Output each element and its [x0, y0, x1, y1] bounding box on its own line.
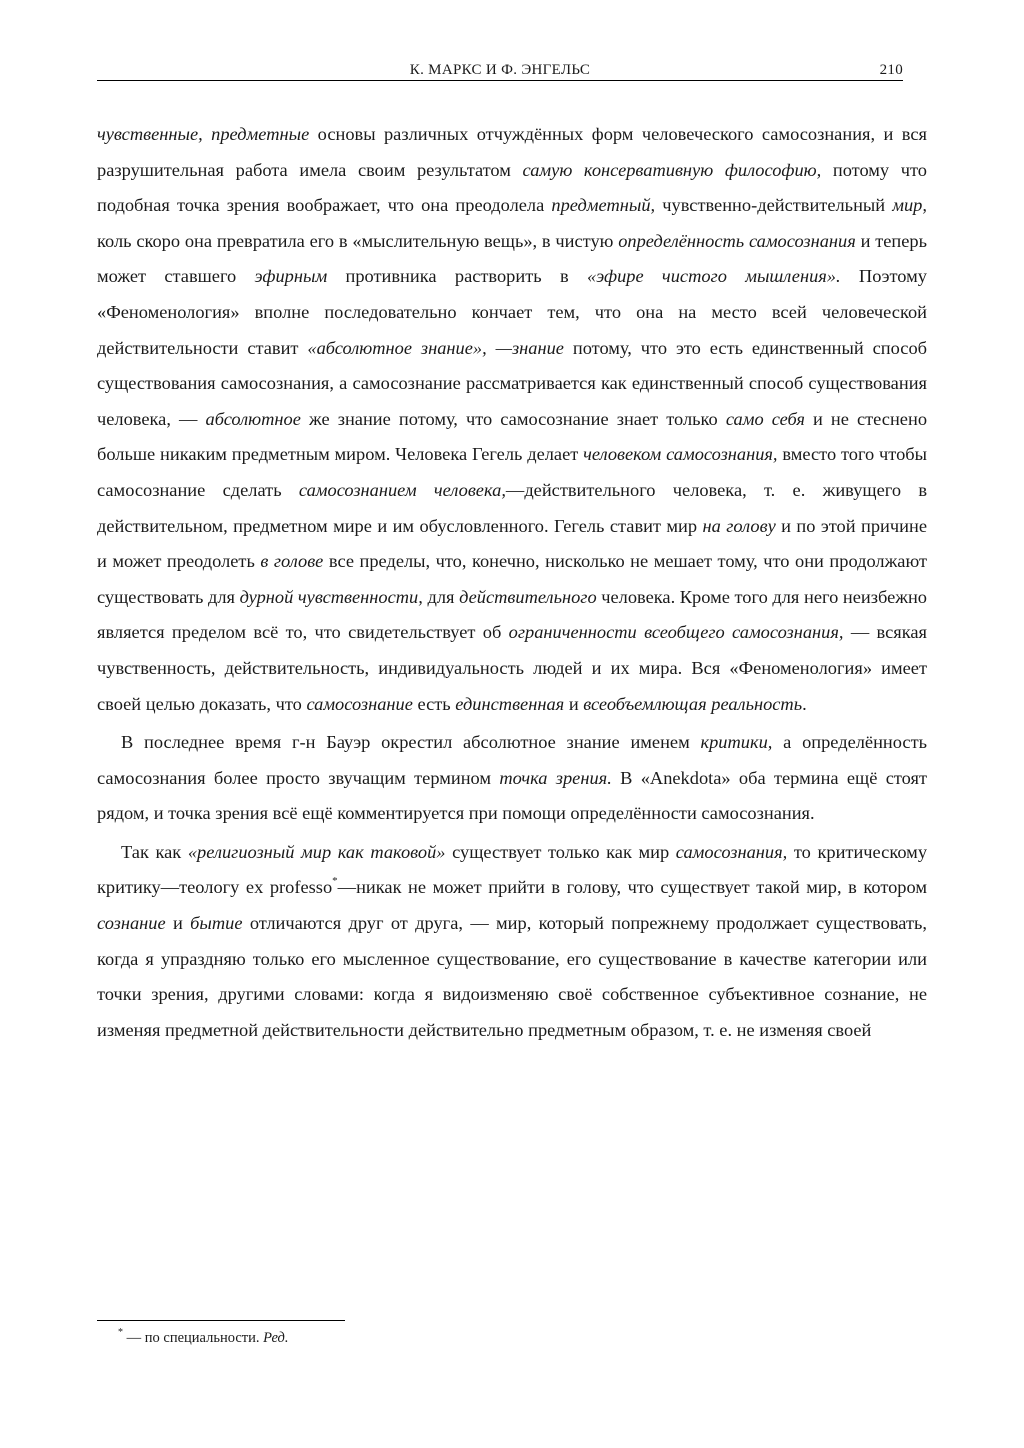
text-run: —никак не может прийти в голову, что существует такой мир, в котором [337, 877, 927, 898]
text-run: Поэтому «Феноменология» вполне последовательно кончает тем, что она на место всей человеческой действительности ставит [97, 266, 927, 358]
paragraph [97, 835, 927, 1049]
emphasis-text: определённость самосознания [618, 230, 856, 251]
paragraph [97, 725, 927, 832]
text-run: вместо того чтобы самосознание сделать [97, 444, 927, 500]
footnote [118, 1327, 289, 1347]
text-run: и теперь может ставшего [97, 230, 927, 287]
emphasis-text: ограниченности всеобщего самосознания, [508, 622, 844, 643]
text-run: для [422, 586, 460, 607]
footnote-text: — по специальности. [123, 1330, 264, 1346]
text-run: и не стеснено больше никаким предметным миром. Человека Гегель делает [97, 408, 928, 465]
text-run: то критическому критику—теологу ex professo [97, 841, 928, 898]
text-run: . [802, 693, 807, 714]
text-run: чувственно-действительный [655, 195, 893, 216]
emphasis-text: «эфире чистого мышления». [586, 266, 841, 287]
paragraph [97, 117, 927, 722]
text-run: все пределы, что, конечно, нисколько не мешает тому, что они продолжают существовать для [97, 551, 927, 607]
text-run: противника растворить в [327, 266, 587, 287]
text-run: Так как [121, 841, 188, 862]
text-run: человека. Кроме того для него неизбежно является пределом всё то, что свидетельствует об [97, 586, 927, 643]
emphasis-text: абсолютное [205, 408, 301, 429]
emphasis-text: всеобъемлющая реальность [583, 693, 803, 714]
page-number: 210 [879, 62, 903, 78]
emphasis-text: на голову [702, 515, 776, 536]
text-run: основы различных отчуждённых форм человеческого самосознания, и вся разрушительная работа имела своим результатом [97, 124, 927, 180]
text-run: — всякая чувственность, действительность, индивидуальность людей и их мира. Вся «Феноменология» имеет своей целью доказать, что [97, 622, 928, 714]
text-run: потому, что это есть единственный способ существования самосознания, а самосознание рассматривается как единственный способ существования человека, — [97, 337, 927, 429]
emphasis-text: критики, [700, 732, 773, 753]
text-run: есть [412, 693, 456, 714]
emphasis-text: само себя [725, 408, 805, 429]
emphasis-text: точка зрения. [499, 767, 612, 788]
emphasis-text: эфирным [254, 266, 328, 287]
running-header [97, 62, 903, 81]
emphasis-text: в голове [260, 551, 324, 572]
emphasis-text: чувственные, предметные [97, 124, 310, 144]
emphasis-text: дурной чувственности, [239, 586, 423, 607]
footnote-ref: * [332, 875, 338, 888]
text-run: потому что подобная точка зрения воображает, что она преодолела [97, 159, 927, 216]
text-run: же знание потому, что самосознание знает только [300, 408, 726, 429]
emphasis-text: предметный, [551, 195, 656, 216]
emphasis-text: самосознания, [675, 841, 788, 862]
emphasis-text: сознание [97, 913, 166, 934]
text-run: существует только как мир [445, 841, 676, 862]
emphasis-text: самую консервативную философию, [522, 159, 822, 180]
body-text [97, 117, 927, 1048]
emphasis-text: действительного [459, 586, 597, 607]
text-run: и по этой причине и может преодолеть [97, 515, 927, 572]
emphasis-text: «религиозный мир как таковой» [187, 841, 446, 862]
footnote-editor-note: Ред. [263, 1330, 289, 1346]
emphasis-text: «абсолютное знание», —знание [307, 337, 564, 358]
emphasis-text: самосознанием человека, [298, 479, 506, 500]
text-run: В «Anekdota» оба термина ещё стоят рядом, и точка зрения всё ещё комментируется при помощи определённости самосознания. [97, 767, 927, 824]
emphasis-text: человеком самосознания, [583, 444, 778, 465]
footnote-mark: * [118, 1327, 123, 1339]
emphasis-text: самосознание [306, 693, 413, 714]
emphasis-text: мир, [892, 195, 927, 216]
text-run: а определённость самосознания более просто звучащим термином [97, 732, 928, 788]
text-run: и [564, 693, 584, 714]
text-run: В последнее время г-н Бауэр окрестил абсолютное знание именем [121, 732, 701, 753]
text-run: отличаются друг от друга, — мир, который попрежнему продолжает существовать, когда я упраздняю только его мысленное существование, его существование в качестве категории или точки зрения, другими словами: когда я видоизменяю своё собственное субъективное сознание, не изменяя предметной действительности действительно предметным образом, т. е. не изменяя своей [97, 913, 927, 1040]
emphasis-text: единственная [455, 693, 565, 714]
emphasis-text: бытие [190, 913, 243, 934]
header-title: К. МАРКС И Ф. ЭНГЕЛЬС [409, 62, 591, 78]
text-run: и [165, 913, 191, 934]
text-run: —действительного человека, т. е. живущего в действительном, предметном мире и им обусловленного. Гегель ставит мир [97, 479, 928, 536]
text-run: коль скоро она превратила его в «мыслительную вещь», в чистую [97, 230, 619, 251]
footnote-separator [97, 1320, 345, 1321]
